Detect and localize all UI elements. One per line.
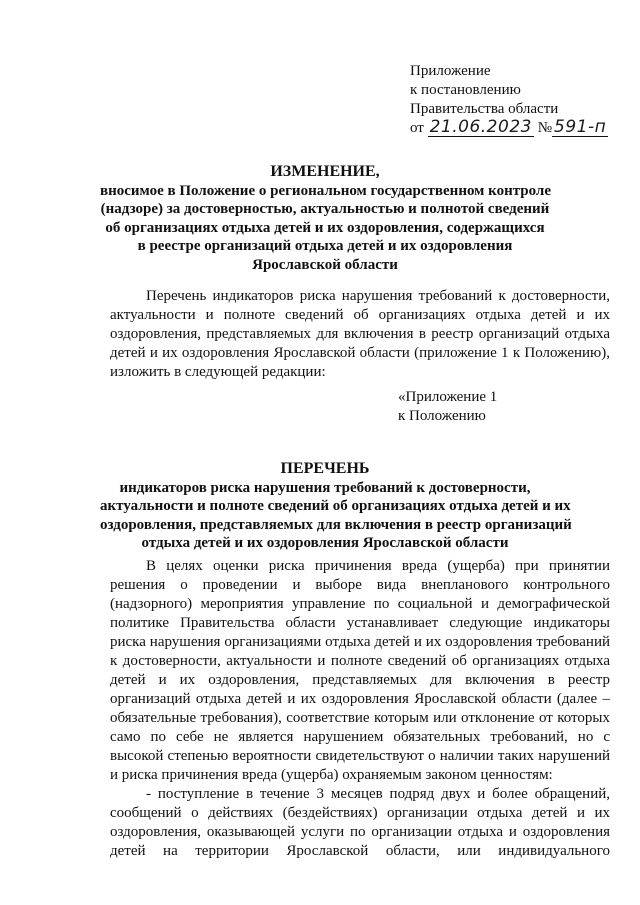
paragraph-line: к достоверности, актуальности и полноте сведений об организациях отдыха [110, 653, 610, 669]
list-heading-line: отдыха детей и их оздоровления Ярославской области [141, 535, 509, 551]
handwritten-number: 591-п [554, 117, 607, 137]
paragraph-line: и риска причинения вреда (ущерба) охраняемым законом ценностям: [110, 767, 553, 783]
from-label: от [410, 120, 424, 136]
body-paragraph [110, 557, 610, 785]
paragraph-line: организаций отдыха детей и их оздоровления Ярославской области (далее – [110, 691, 610, 707]
change-heading-line: об организациях отдыха детей и их оздоровления, содержащихся [105, 219, 545, 236]
paragraph-line: - поступление в течение 3 месяцев подряд двух и более обращений, [146, 786, 610, 802]
paragraph-line: политике Правительства области устанавливает следующие индикаторы [110, 615, 610, 631]
change-heading-line: вносимое в Положение о региональном государственном контроле [100, 182, 552, 199]
number-label: № [537, 120, 553, 136]
quote-line-1: «Приложение 1 [398, 389, 498, 405]
change-heading-line: Ярославской области [252, 256, 398, 273]
list-heading [100, 460, 572, 553]
paragraph-line: решения о проведении и выборе вида внепланового контрольного [110, 577, 610, 593]
paragraph-line: В целях оценки риска причинения вреда (ущерба) при принятии [146, 558, 610, 574]
paragraph-line: сообщений о действиях (бездействиях) организации отдыха детей и их [110, 805, 610, 821]
change-heading-line: (надзоре) за достоверностью, актуальностью и полнотой сведений [100, 201, 550, 217]
appendix-line-2: к постановлению [410, 82, 521, 98]
paragraph-line: высокой степенью вероятности свидетельствуют о наличии таких нарушений [110, 748, 610, 764]
paragraph-line: само по себе не является нарушением обязательных требований, но с [110, 729, 610, 745]
paragraph-line: оздоровления, оказывающей услуги по организации отдыха и оздоровления [110, 824, 610, 840]
paragraph-line: (надзорного) мероприятия управление по социальной и демографической [110, 596, 610, 612]
change-heading-line: в реестре организаций отдыха детей и их оздоровления [137, 238, 513, 254]
list-heading-line: оздоровления, представляемых для включения в реестр организаций [100, 516, 572, 533]
bullet-paragraph [110, 785, 610, 861]
paragraph-line: актуальности и полноте сведений об организациях отдыха детей и их [110, 307, 610, 323]
paragraph-line: изложить в следующей редакции: [110, 364, 326, 380]
appendix-line-3: Правительства области [410, 101, 559, 117]
list-heading-line: актуальности и полноте сведений об организациях отдыха детей и их [100, 498, 571, 514]
change-title: ИЗМЕНЕНИЕ, [270, 163, 380, 180]
appendix-header [410, 62, 608, 138]
list-title: ПЕРЕЧЕНЬ [280, 460, 370, 477]
paragraph-line: оздоровления, представляемых для включения в реестр организаций отдыха [110, 326, 610, 342]
paragraph-line: детей и их оздоровления, представляемых для включения в реестр [110, 672, 610, 688]
appendix-date-line [410, 119, 608, 138]
appendix-line-1: Приложение [410, 63, 491, 79]
paragraph-line: риска нарушения организациями отдыха детей и их оздоровления требований [110, 634, 610, 650]
paragraph-line: детей на территории Ярославской области, или индивидуального [110, 843, 610, 859]
paragraph-line: детей и их оздоровления Ярославской области (приложение 1 к Положению), [110, 345, 610, 361]
paragraph-line: Перечень индикаторов риска нарушения требований к достоверности, [146, 288, 610, 304]
quote-block [398, 388, 497, 426]
quote-line-2: к Положению [398, 408, 486, 424]
intro-paragraph [110, 287, 610, 382]
paragraph-line: обязательные требования), соответствие которым или отклонение от которых [110, 710, 610, 726]
change-heading [100, 163, 550, 274]
list-heading-line: индикаторов риска нарушения требований к достоверности, [119, 479, 531, 496]
handwritten-date: 21.06.2023 [429, 117, 532, 137]
